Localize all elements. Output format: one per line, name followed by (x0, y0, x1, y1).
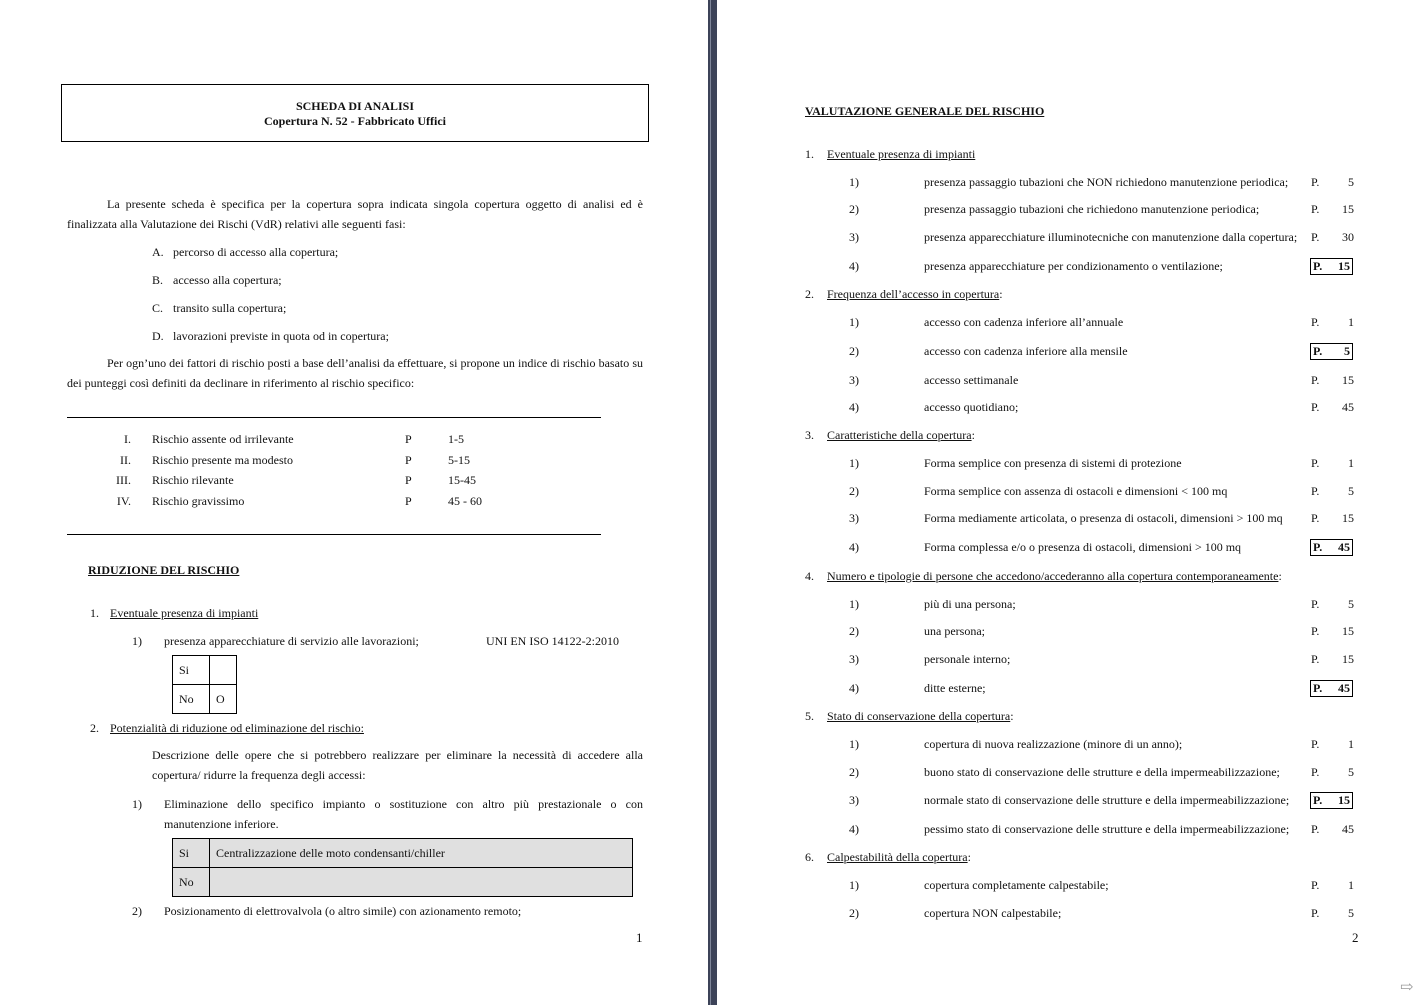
risk-level-number: II. (120, 453, 131, 467)
doc-title: SCHEDA DI ANALISI (295, 99, 415, 113)
s2-yes-no-table (172, 838, 633, 897)
item-text: accesso con cadenza inferiore all’annuale (924, 315, 1124, 329)
item-text: personale interno; (924, 652, 1011, 666)
item-number: 1) (849, 737, 859, 751)
risk-level-label: Rischio presente ma modesto (152, 453, 293, 467)
item-text: Forma mediamente articolata, o presenza di ostacoli, dimensioni > 100 mq (924, 511, 1283, 525)
item-number: 1) (849, 315, 859, 329)
item-number: 4) (849, 681, 859, 695)
title-box (61, 84, 649, 142)
s1-item-text: presenza apparecchiature di servizio alle lavorazioni; (164, 634, 419, 648)
score-value: 15 (1338, 793, 1350, 807)
item-number: 2) (849, 906, 859, 920)
evaluation-heading: VALUTAZIONE GENERALE DEL RISCHIO (805, 104, 1045, 118)
section-title-text: Frequenza dell’accesso in copertura (827, 287, 1000, 301)
s1-item-norm: UNI EN ISO 14122-2:2010 (486, 634, 619, 648)
score-prefix: P. (1313, 540, 1323, 554)
score-prefix: P. (1311, 400, 1320, 414)
score-value: 5 (1348, 175, 1354, 189)
table-row (173, 656, 237, 685)
score-value: 15 (1342, 511, 1354, 525)
phase-text: percorso di accesso alla copertura; (173, 245, 339, 259)
phase-text: lavorazioni previste in quota od in copertura; (173, 329, 389, 343)
score-prefix: P. (1311, 906, 1320, 920)
section-title (827, 147, 975, 161)
phase-text: transito sulla copertura; (173, 301, 287, 315)
page-number: 1 (636, 930, 643, 945)
selected-score-box (1310, 792, 1353, 809)
risk-level-range: 5-15 (448, 453, 470, 467)
item-number: 2) (849, 202, 859, 216)
table-row (173, 685, 237, 714)
item-text: copertura di nuova realizzazione (minore di un anno); (924, 737, 1183, 751)
item-number: 3) (849, 511, 859, 525)
item-text: una persona; (924, 624, 985, 638)
phase-letter: C. (152, 301, 164, 315)
score-value: 5 (1348, 906, 1354, 920)
score-value: 45 (1338, 540, 1350, 554)
score-value: 15 (1342, 624, 1354, 638)
risk-level-label: Rischio assente od irrilevante (152, 432, 294, 446)
risk-level-p: P (405, 473, 412, 487)
score-value: 1 (1348, 878, 1354, 892)
item-number: 1) (849, 456, 859, 470)
item-text: buono stato di conservazione delle strutture e della impermeabilizzazione; (924, 765, 1280, 779)
item-text: copertura NON calpestabile; (924, 906, 1062, 920)
item-number: 4) (849, 822, 859, 836)
selected-score-box (1310, 539, 1353, 556)
score-value: 5 (1348, 597, 1354, 611)
item-number: 4) (849, 400, 859, 414)
index-intro-paragraph: Per ogn’uno dei fattori di rischio posti a base dell’analisi da effettuare, si propone un indice di rischio basato su dei punteggi così definiti da declinare in riferimento al rischio specifico: (67, 356, 643, 390)
item-number: 3) (849, 373, 859, 387)
doc-subtitle: Copertura N. 52 - Fabbricato Uffici (264, 114, 446, 128)
score-prefix: P. (1313, 344, 1323, 358)
score-value: 15 (1338, 259, 1350, 273)
item-number: 1) (849, 175, 859, 189)
risk-level-p: P (405, 432, 412, 446)
selected-score-box (1310, 343, 1353, 360)
risk-level-number: IV. (116, 494, 131, 508)
item-text: accesso quotidiano; (924, 400, 1019, 414)
item-text: accesso settimanale (924, 373, 1019, 387)
phase-letter: D. (152, 329, 164, 343)
yes-label: Si (173, 839, 210, 868)
item-number: 3) (849, 652, 859, 666)
item-number: 1) (849, 878, 859, 892)
score-value: 15 (1342, 202, 1354, 216)
no-value: O (210, 685, 237, 714)
item-text: presenza passaggio tubazioni che richiedono manutenzione periodica; (924, 202, 1260, 216)
score-value: 15 (1342, 652, 1354, 666)
score-prefix: P. (1311, 765, 1320, 779)
section-title-text: Caratteristiche della copertura (827, 428, 972, 442)
item-text: presenza apparecchiature per condizionamento o ventilazione; (924, 259, 1223, 273)
item-text: Forma semplice con presenza di sistemi di protezione (924, 456, 1182, 470)
document-page-2 (717, 0, 1426, 1005)
s1-item-number: 1) (132, 634, 142, 648)
item-text: pessimo stato di conservazione delle strutture e della impermeabilizzazione; (924, 822, 1290, 836)
score-prefix: P. (1311, 373, 1320, 387)
item-text: ditte esterne; (924, 681, 986, 695)
score-prefix: P. (1311, 202, 1320, 216)
item-number: 2) (849, 344, 859, 358)
section-1-number: 1. (90, 606, 99, 620)
item-text: normale stato di conservazione delle strutture e della impermeabilizzazione; (924, 793, 1290, 807)
table-row (173, 868, 633, 897)
selected-score-box (1310, 680, 1353, 697)
section-title (827, 287, 1003, 301)
score-prefix: P. (1311, 652, 1320, 666)
score-prefix: P. (1311, 315, 1320, 329)
yes-label: Si (173, 656, 210, 685)
score-value: 1 (1348, 315, 1354, 329)
reduction-heading: RIDUZIONE DEL RISCHIO (88, 563, 240, 577)
page-number: 2 (1352, 930, 1359, 945)
item-number: 2) (849, 484, 859, 498)
s2-description: Descrizione delle opere che si potrebbero realizzare per eliminare la necessità di accedere alla copertura/ ridurre la frequenza degli accessi: (152, 748, 643, 782)
selected-score-box (1310, 258, 1353, 275)
divider-line (67, 417, 601, 418)
item-text: accesso con cadenza inferiore alla mensile (924, 344, 1128, 358)
item-number: 2) (849, 765, 859, 779)
section-number: 3. (805, 428, 814, 442)
score-value: 45 (1342, 400, 1354, 414)
score-prefix: P. (1311, 822, 1320, 836)
document-page-1 (0, 0, 708, 1005)
risk-level-number: III. (116, 473, 131, 487)
item-text: copertura completamente calpestabile; (924, 878, 1109, 892)
s2-item1-text: Eliminazione dello specifico impianto o sostituzione con altro più prestazionale o con manutenzione inferiore. (164, 797, 643, 831)
section-1-title: Eventuale presenza di impianti (110, 606, 259, 620)
score-value: 1 (1348, 456, 1354, 470)
section-title-text: Stato di conservazione della copertura (827, 709, 1011, 723)
divider-line (67, 534, 601, 535)
score-value: 5 (1348, 765, 1354, 779)
risk-level-number: I. (124, 432, 131, 446)
section-2-title: Potenzialità di riduzione od eliminazione del rischio: (110, 721, 364, 735)
risk-level-p: P (405, 494, 412, 508)
phase-letter: A. (152, 245, 164, 259)
no-label: No (173, 868, 210, 897)
s1-yes-no-table (172, 655, 237, 714)
score-prefix: P. (1311, 878, 1320, 892)
score-value: 15 (1342, 373, 1354, 387)
risk-level-label: Rischio rilevante (152, 473, 234, 487)
item-text: presenza passaggio tubazioni che NON richiedono manutenzione periodica; (924, 175, 1289, 189)
item-number: 3) (849, 230, 859, 244)
item-number: 4) (849, 259, 859, 273)
section-2-number: 2. (90, 721, 99, 735)
score-prefix: P. (1311, 175, 1320, 189)
section-title-suffix: : (1010, 709, 1014, 723)
table-row (173, 839, 633, 868)
score-prefix: P. (1313, 259, 1323, 273)
section-title (827, 850, 971, 864)
score-prefix: P. (1311, 624, 1320, 638)
item-text: Forma complessa e/o o presenza di ostacoli, dimensioni > 100 mq (924, 540, 1242, 554)
no-value (210, 868, 633, 897)
section-title-text: Calpestabilità della copertura (827, 850, 968, 864)
section-number: 5. (805, 709, 814, 723)
yes-value (210, 656, 237, 685)
risk-level-range: 15-45 (448, 473, 476, 487)
section-title-text: Numero e tipologie di persone che accedono/accederanno alla copertura contemporaneamente (827, 569, 1279, 583)
item-text: Forma semplice con assenza di ostacoli e dimensioni < 100 mq (924, 484, 1228, 498)
risk-level-range: 1-5 (448, 432, 464, 446)
section-number: 4. (805, 569, 814, 583)
section-title-suffix: : (967, 850, 971, 864)
score-value: 45 (1342, 822, 1354, 836)
section-title-suffix: : (971, 428, 975, 442)
phase-letter: B. (152, 273, 164, 287)
phase-text: accesso alla copertura; (173, 273, 282, 287)
risk-level-p: P (405, 453, 412, 467)
score-value: 5 (1348, 484, 1354, 498)
item-text: più di una persona; (924, 597, 1016, 611)
no-label: No (173, 685, 210, 714)
section-title (827, 569, 1282, 583)
score-prefix: P. (1311, 484, 1320, 498)
score-prefix: P. (1311, 230, 1320, 244)
section-number: 2. (805, 287, 814, 301)
score-prefix: P. (1313, 681, 1323, 695)
item-number: 2) (849, 624, 859, 638)
score-value: 30 (1342, 230, 1354, 244)
s2-item1-number: 1) (132, 797, 142, 811)
item-number: 4) (849, 540, 859, 554)
item-number: 1) (849, 597, 859, 611)
section-title (827, 428, 975, 442)
section-number: 6. (805, 850, 814, 864)
score-prefix: P. (1311, 597, 1320, 611)
yes-value: Centralizzazione delle moto condensanti/chiller (210, 839, 633, 868)
section-title-suffix: : (1278, 569, 1282, 583)
item-number: 3) (849, 793, 859, 807)
risk-level-range: 45 - 60 (448, 494, 482, 508)
score-prefix: P. (1311, 511, 1320, 525)
page-separator (708, 0, 717, 1005)
risk-level-label: Rischio gravissimo (152, 494, 245, 508)
intro-paragraph: La presente scheda è specifica per la copertura sopra indicata singola copertura oggetto di analisi ed è finalizzata alla Valutazione dei Rischi (VdR) relativi alle seguenti fasi: (67, 197, 643, 231)
item-text: presenza apparecchiature illuminotecniche con manutenzione dalla copertura; (924, 230, 1298, 244)
score-prefix: P. (1311, 737, 1320, 751)
next-page-arrow-icon[interactable]: ⇨ (1400, 979, 1414, 996)
score-prefix: P. (1311, 456, 1320, 470)
score-value: 1 (1348, 737, 1354, 751)
score-prefix: P. (1313, 793, 1323, 807)
section-title (827, 709, 1014, 723)
score-value: 45 (1338, 681, 1350, 695)
s2-item2-text: Posizionamento di elettrovalvola (o altro simile) con azionamento remoto; (164, 904, 522, 918)
section-title-text: Eventuale presenza di impianti (827, 147, 976, 161)
score-value: 5 (1344, 344, 1350, 358)
s2-item2-number: 2) (132, 904, 142, 918)
section-title-suffix: : (999, 287, 1003, 301)
section-number: 1. (805, 147, 814, 161)
